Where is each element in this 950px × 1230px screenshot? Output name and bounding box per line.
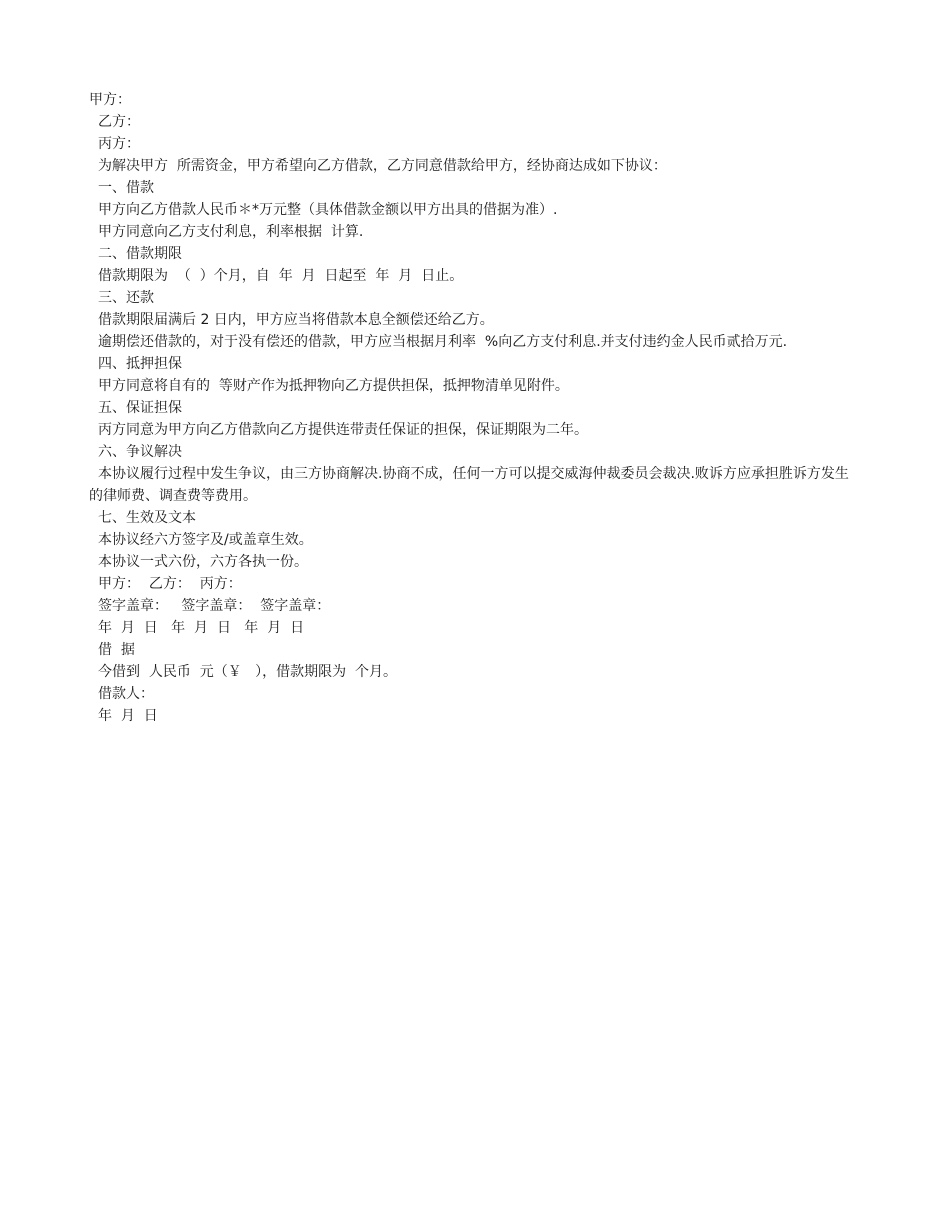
document-line: 丙方： [98,136,140,152]
document-line: 借款期限届满后 2 日内，甲方应当将借款本息全额偿还给乙方。 [98,312,494,328]
document-line: 三、还款 [98,290,154,306]
document-line: 年 月 日 年 月 日 年 月 日 [98,620,305,636]
document-line: 二、借款期限 [98,246,182,262]
document-line: 借款人： [98,686,154,702]
document-line: 六、争议解决 [98,444,182,460]
document-line: 借款期限为 （ ）个月，自 年 月 日起至 年 月 日止。 [98,268,464,284]
document-line: 年 月 日 [98,708,158,724]
document-line: 五、保证担保 [98,400,182,416]
document-line: 今借到 人民币 元（￥ ），借款期限为 个月。 [98,664,398,680]
document-line: 甲方同意将自有的 等财产作为抵押物向乙方提供担保，抵押物清单见附件。 [98,378,569,394]
document-line: 本协议一式六份，六方各执一份。 [98,554,308,570]
document-line: 四、抵押担保 [98,356,182,372]
document-line: 甲方： 乙方： 丙方： [98,576,242,592]
document-line: 本协议经六方签字及/或盖章生效。 [98,532,313,548]
document-line: 签字盖章： 签字盖章： 签字盖章： [98,598,331,614]
document-line: 一、借款 [98,180,154,196]
document-body [89,89,859,727]
document-line: 借 据 [98,642,135,658]
document-line: 为解决甲方 所需资金，甲方希望向乙方借款，乙方同意借款给甲方，经协商达成如下协议： [98,158,667,174]
document-line: 本协议履行过程中发生争议，由三方协商解决.协商不成，任何一方可以提交威海仲裁委员会裁决.败诉方应承担胜诉方发生的律师费、调查费等费用。 [89,466,849,504]
document-line: 丙方同意为甲方向乙方借款向乙方提供连带责任保证的担保，保证期限为二年。 [98,422,588,438]
document-line: 甲方向乙方借款人民币＊*万元整（具体借款金额以甲方出具的借据为准）. [98,202,558,218]
document-line: 甲方： [89,92,131,108]
document-line: 七、生效及文本 [98,510,196,526]
document-line: 逾期偿还借款的，对于没有偿还的借款，甲方应当根据月利率 %向乙方支付利息.并支付违约金人民币贰拾万元. [98,334,788,350]
document-line: 乙方： [98,114,140,130]
document-line: 甲方同意向乙方支付利息，利率根据 计算. [98,224,364,240]
